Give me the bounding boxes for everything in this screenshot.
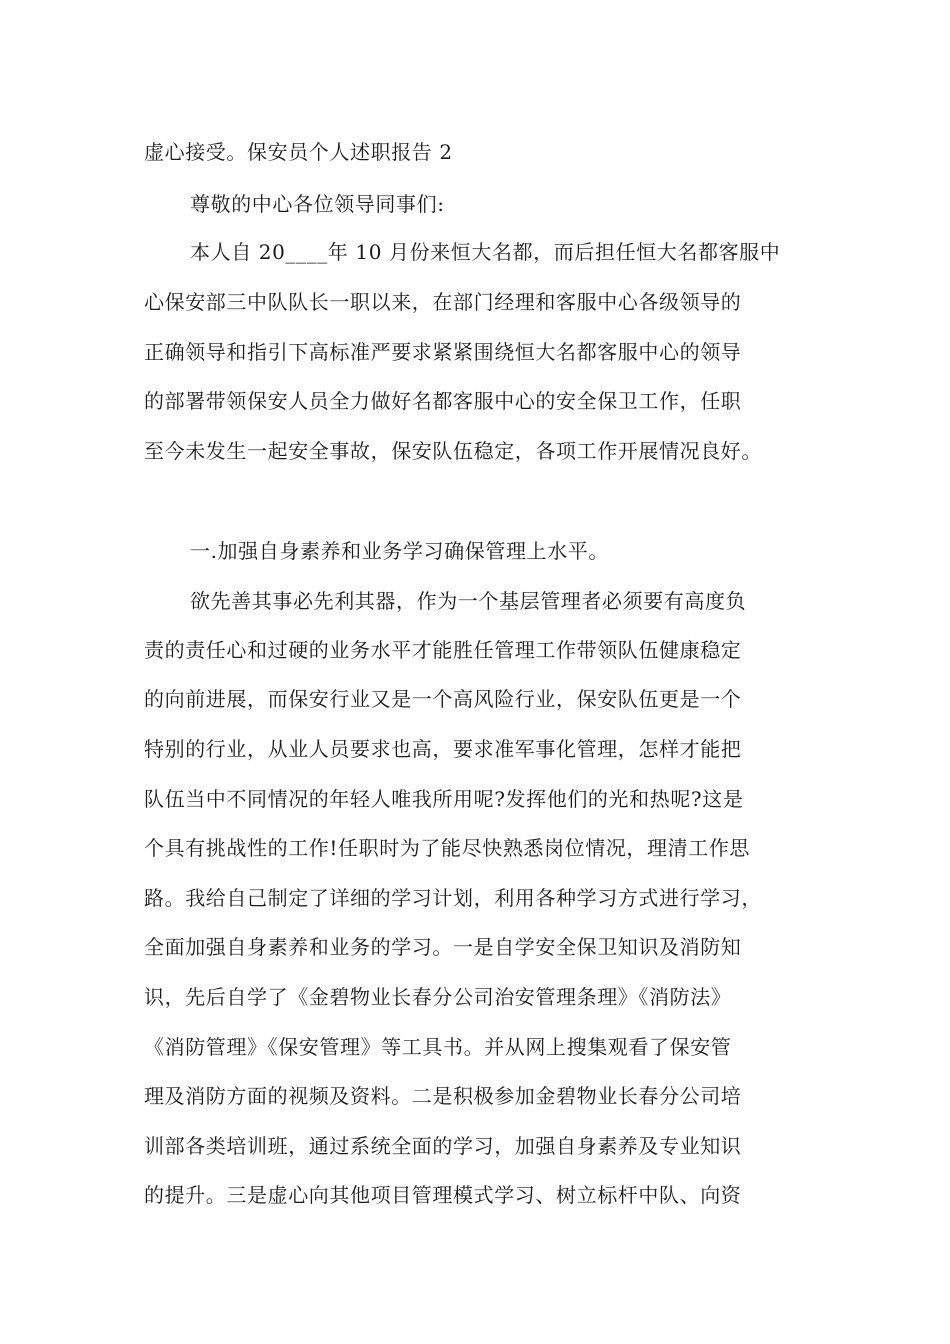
- text-line: 特别的行业，从业人员要求也高，要求准军事化管理，怎样才能把: [144, 737, 742, 761]
- text-line: 至今未发生一起安全事故，保安队伍稳定，各项工作开展情况良好。: [144, 439, 762, 463]
- text-line: 本人自 20____年 10 月份来恒大名都，而后担任恒大名都客服中: [190, 240, 781, 264]
- text-line: 的提升。三是虚心向其他项目管理模式学习、树立标杆中队、向资: [144, 1183, 742, 1207]
- text-line: 责的责任心和过硬的业务水平才能胜任管理工作带领队伍健康稳定: [144, 638, 742, 662]
- text-line: 个具有挑战性的工作!任职时为了能尽快熟悉岗位情况，理清工作思: [144, 836, 751, 860]
- text-line: 虚心接受。保安员个人述职报告 2: [144, 140, 453, 164]
- text-line: 识，先后自学了《金碧物业长春分公司治安管理条理》《消防法》: [144, 985, 732, 1009]
- text-line: 路。我给自己制定了详细的学习计划，利用各种学习方式进行学习，: [144, 886, 762, 910]
- text-line: 全面加强自身素养和业务的学习。一是自学安全保卫知识及消防知: [144, 935, 742, 959]
- text-line: 心保安部三中队队长一职以来，在部门经理和客服中心各级领导的: [144, 290, 742, 314]
- text-line: 欲先善其事必先利其器，作为一个基层管理者必须要有高度负: [190, 589, 747, 613]
- text-line: 《消防管理》《保安管理》等工具书。并从网上搜集观看了保安管: [144, 1035, 732, 1059]
- salutation-line: 尊敬的中心各位领导同事们:: [190, 192, 445, 216]
- text-line: 正确领导和指引下高标准严要求紧紧围绕恒大名都客服中心的领导: [144, 340, 742, 364]
- text-line: 理及消防方面的视频及资料。二是积极参加金碧物业长春分公司培: [144, 1084, 742, 1108]
- text-line: 训部各类培训班，通过系统全面的学习，加强自身素养及专业知识: [144, 1134, 742, 1158]
- text-line: 的向前进展，而保安行业又是一个高风险行业，保安队伍更是一个: [144, 687, 742, 711]
- text-line: 的部署带领保安人员全力做好名都客服中心的安全保卫工作，任职: [144, 389, 742, 413]
- text-line: 队伍当中不同情况的年轻人唯我所用呢?发挥他们的光和热呢?这是: [144, 787, 744, 811]
- section-heading: 一.加强自身素养和业务学习确保管理上水平。: [190, 539, 609, 563]
